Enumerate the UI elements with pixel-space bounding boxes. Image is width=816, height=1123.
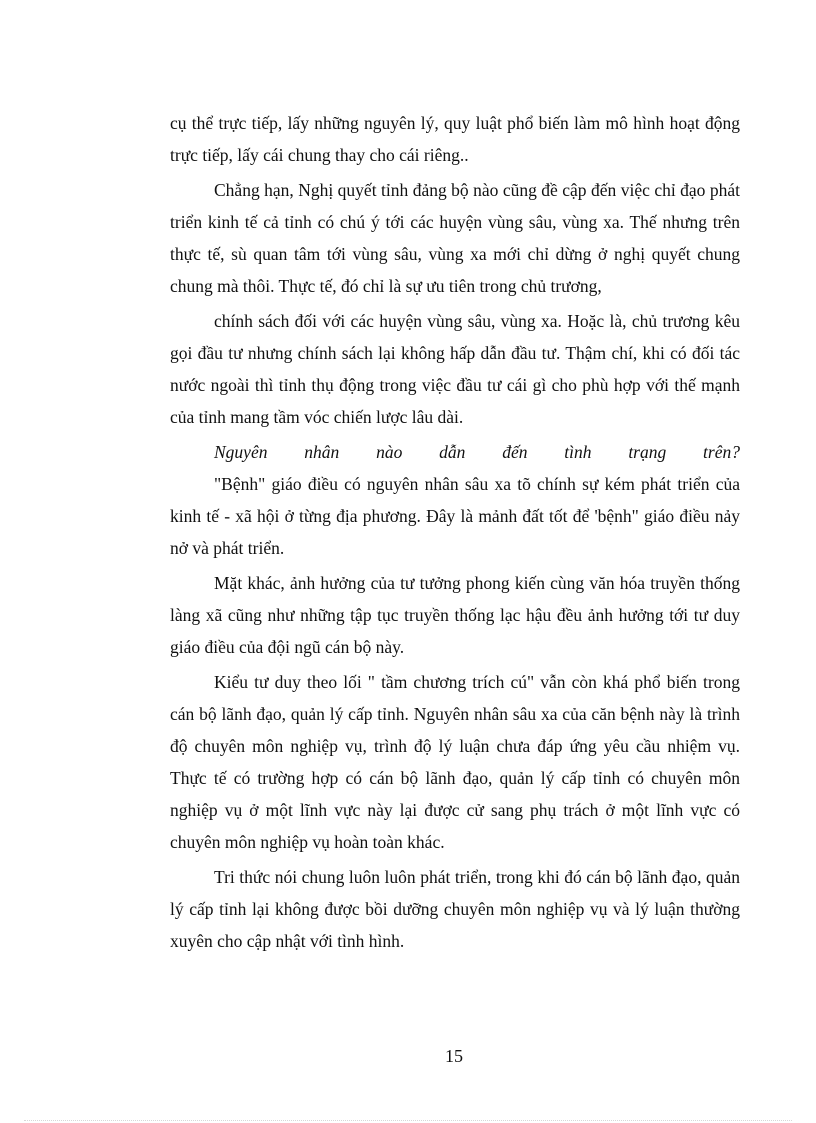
paragraph: Mặt khác, ảnh hưởng của tư tưởng phong kiến cùng văn hóa truyền thống làng xã cũng như những tập tục truyền thống lạc hậu đều ảnh hưởng tới tư duy giáo điều của đội ngũ cán bộ này. — [170, 573, 740, 657]
paragraph: chính sách đối với các huyện vùng sâu, vùng xa. Hoặc là, chủ trương kêu gọi đầu tư nhưng chính sách lại không hấp dẫn đầu tư. Thậm chí, khi có đối tác nước ngoài thì tỉnh thụ động trong việc đầu tư cái gì cho phù hợp với thế mạnh của tỉnh mang tầm vóc chiến lược lâu dài. — [170, 311, 740, 427]
paragraph: Kiểu tư duy theo lối " tầm chương trích cú" vẫn còn khá phổ biến trong cán bộ lãnh đạo, quản lý cấp tỉnh. Nguyên nhân sâu xa của căn bệnh này là trình độ chuyên môn nghiệp vụ, trình độ lý luận chưa đáp ứng yêu cầu nhiệm vụ. Thực tế có trường hợp có cán bộ lãnh đạo, quản lý cấp tỉnh có chuyên môn nghiệp vụ ở một lĩnh vực này lại được cử sang phụ trách ở một lĩnh vực có chuyên môn nghiệp vụ hoàn toàn khác. — [170, 672, 740, 852]
body-text — [170, 107, 740, 960]
paragraph-continuation: cụ thể trực tiếp, lấy những nguyên lý, quy luật phổ biến làm mô hình hoạt động trực tiếp, lấy cái chung thay cho cái riêng.. — [170, 113, 740, 165]
paragraph: "Bệnh" giáo điều có nguyên nhân sâu xa tõ chính sự kém phát triển của kinh tế - xã hội ở từng địa phương. Đây là mảnh đất tốt để 'bệnh" giáo điều nảy nở và phát triển. — [170, 474, 740, 558]
page-number: 15 — [445, 1046, 463, 1066]
paragraph: Tri thức nói chung luôn luôn phát triển, trong khi đó cán bộ lãnh đạo, quản lý cấp tỉnh lại không được bồi dưỡng chuyên môn nghiệp vụ và lý luận thường xuyên cho cập nhật với tình hình. — [170, 867, 740, 951]
section-question: Nguyên nhân nào dẫn đến tình trạng trên? — [214, 442, 740, 462]
paragraph: Chẳng hạn, Nghị quyết tỉnh đảng bộ nào cũng đề cập đến việc chỉ đạo phát triển kinh tế cả tỉnh có chú ý tới các huyện vùng sâu, vùng xa. Thế nhưng trên thực tế, sù quan tâm tới vùng sâu, vùng xa mới chỉ dừng ở nghị quyết chung chung mà thôi. Thực tế, đó chỉ là sự ưu tiên trong chủ trương, — [170, 180, 740, 296]
page-divider — [24, 1120, 792, 1121]
